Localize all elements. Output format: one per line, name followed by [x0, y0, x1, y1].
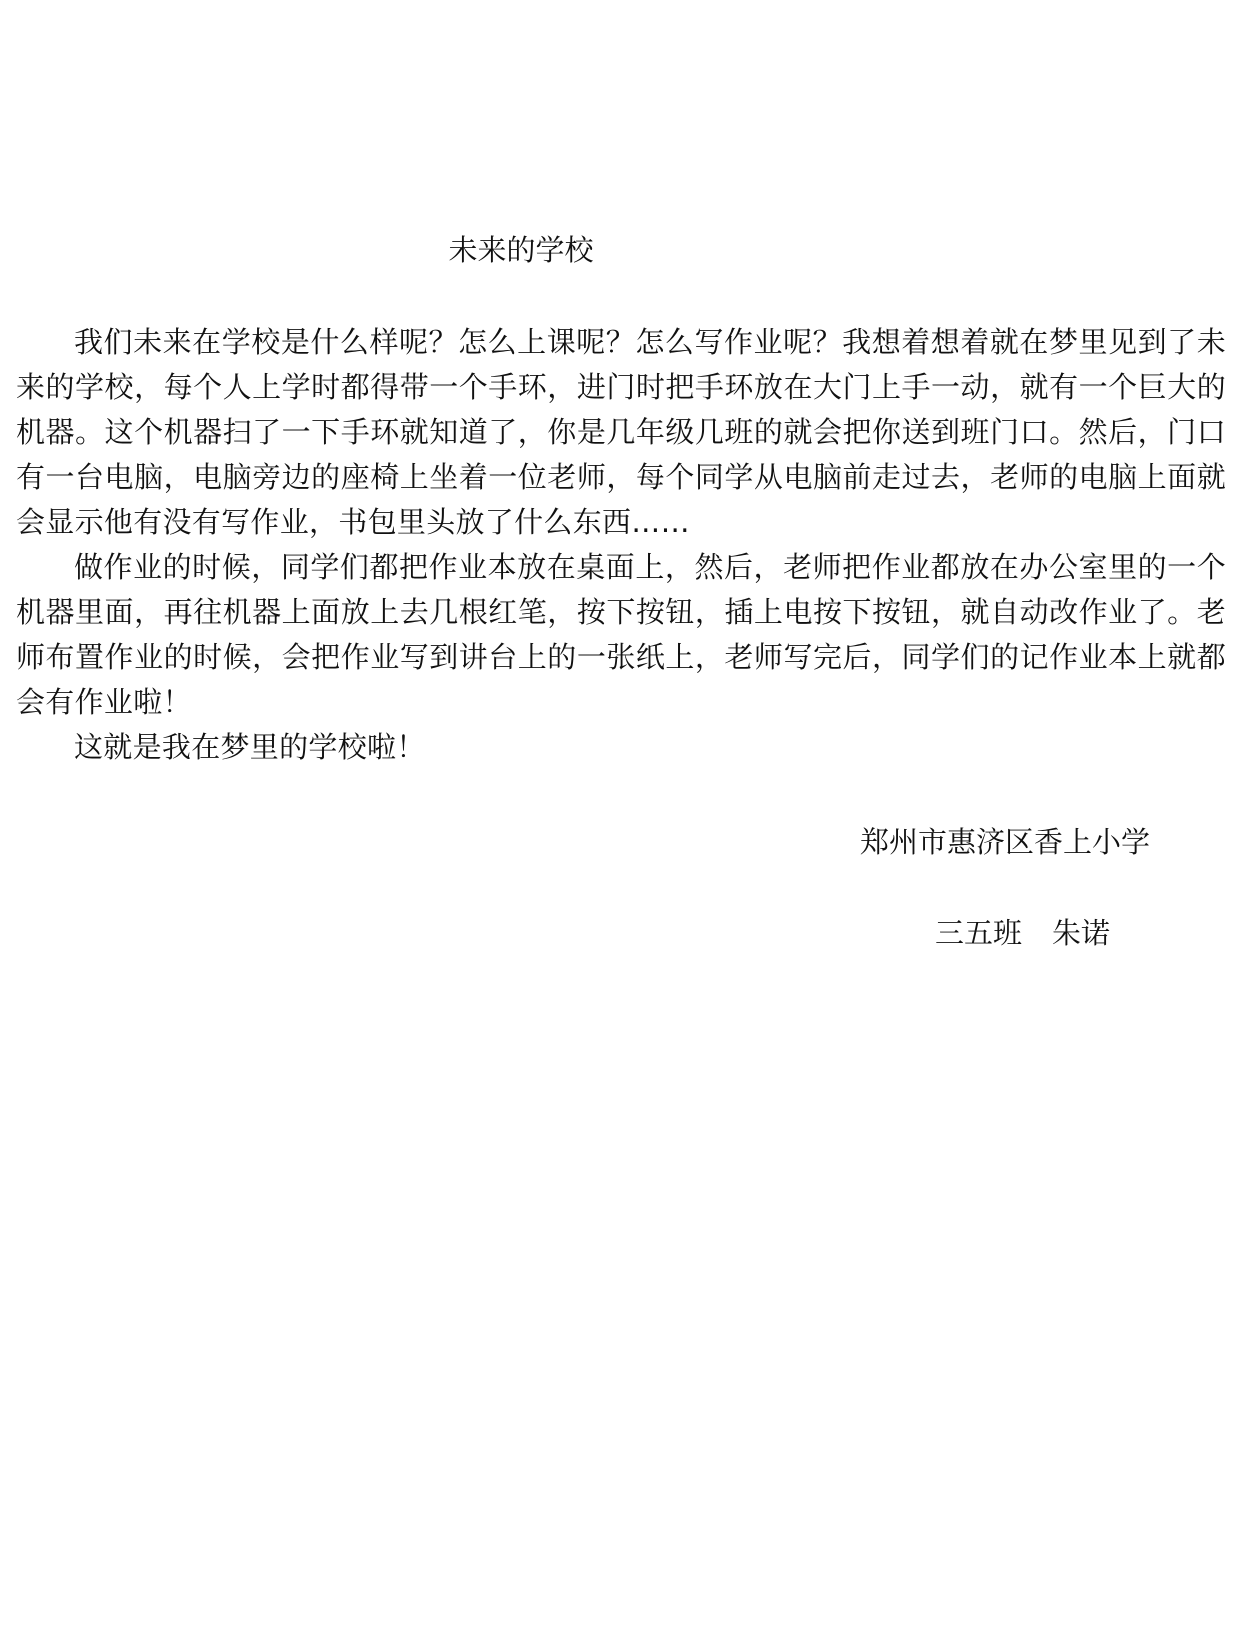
school-name: 郑州市惠济区香上小学	[859, 825, 1150, 859]
author-line	[935, 911, 1110, 955]
paragraph: 做作业的时候，同学们都把作业本放在桌面上，然后，老师把作业都放在办公室里的一个机器里面，再往机器上面放上去几根红笔，按下按钮，插上电按下按钮，就自动改作业了。老师布置作业的时候，会把作业写到讲台上的一张纸上，老师写完后，同学们的记作业本上就都会有作业啦！	[16, 550, 1226, 719]
essay-body	[16, 320, 1226, 770]
class-name: 三五班	[934, 916, 1022, 950]
paragraph: 我们未来在学校是什么样呢？怎么上课呢？怎么写作业呢？我想着想着就在梦里见到了未来的学校，每个人上学时都得带一个手环，进门时把手环放在大门上手一动，就有一个巨大的机器。这个机器扫了一下手环就知道了，你是几年级几班的就会把你送到班门口。然后，门口有一台电脑，电脑旁边的座椅上坐着一位老师，每个同学从电脑前走过去，老师的电脑上面就会显示他有没有写作业，书包里头放了什么东西……	[16, 325, 1226, 539]
paragraph: 这就是我在梦里的学校啦！	[74, 730, 426, 764]
essay-title: 未来的学校	[448, 233, 594, 267]
author-name: 朱诺	[1051, 916, 1110, 950]
